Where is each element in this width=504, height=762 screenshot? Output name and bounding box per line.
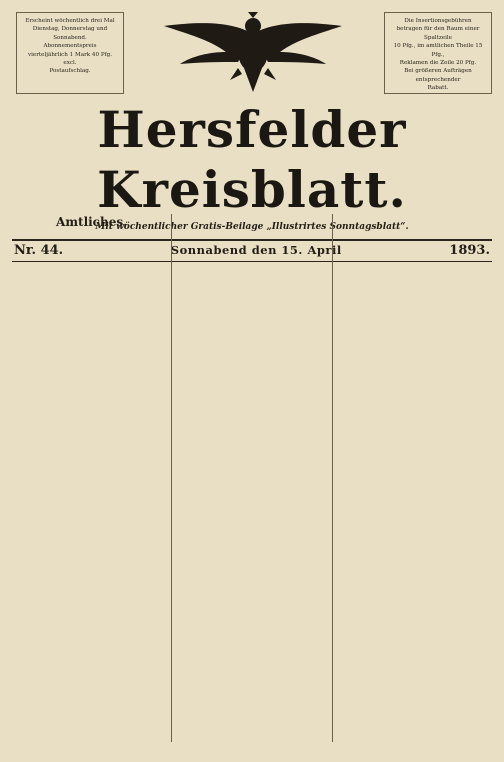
newspaper-page — [8, 8, 496, 746]
subscription-line: vierteljährlich 1 Mark 40 Pfg. excl. — [27, 51, 113, 67]
article-columns — [12, 214, 492, 742]
rates-line: betragen für den Raum einer Spaltzeile — [396, 26, 480, 41]
subscription-line: Erscheint wöchentlich drei Mal — [25, 18, 115, 24]
advertising-rates-box — [384, 12, 492, 94]
rates-line: Die Insertionsgebühren — [404, 18, 472, 24]
newspaper-title: Hersfelder Kreisblatt. — [97, 100, 407, 219]
rates-line: Reklamen die Zeile 20 Pfg. — [399, 60, 477, 67]
issue-year: 1893. — [449, 243, 490, 258]
newspaper-subtitle: Mit wöchentlicher Gratis-Beilage „Illustrirtes Sonntagsblatt“. — [95, 222, 409, 232]
subscription-line: Dienstag, Donnerstag und Sonnabend. — [32, 26, 108, 41]
subscription-line: Abonnementspreis — [43, 43, 97, 50]
column-1 — [12, 214, 171, 742]
rates-line: Bei größeren Aufträgen entsprechender — [404, 68, 472, 83]
issue-number: Nr. 44. — [14, 243, 64, 258]
subscription-info-box — [16, 12, 124, 94]
section-heading: Amtliches. — [56, 215, 128, 229]
rates-line: Rabatt. — [427, 85, 449, 92]
column-2 — [171, 214, 331, 742]
column-3 — [332, 214, 492, 742]
subscription-line: Postaufschlag. — [49, 68, 91, 75]
eagle-emblem-icon — [158, 12, 348, 94]
issue-date: Sonnabend den 15. April — [170, 243, 342, 257]
rates-line: 10 Pfg., im amtlichen Theile 15 Pfg., — [393, 43, 483, 58]
masthead — [8, 8, 496, 100]
